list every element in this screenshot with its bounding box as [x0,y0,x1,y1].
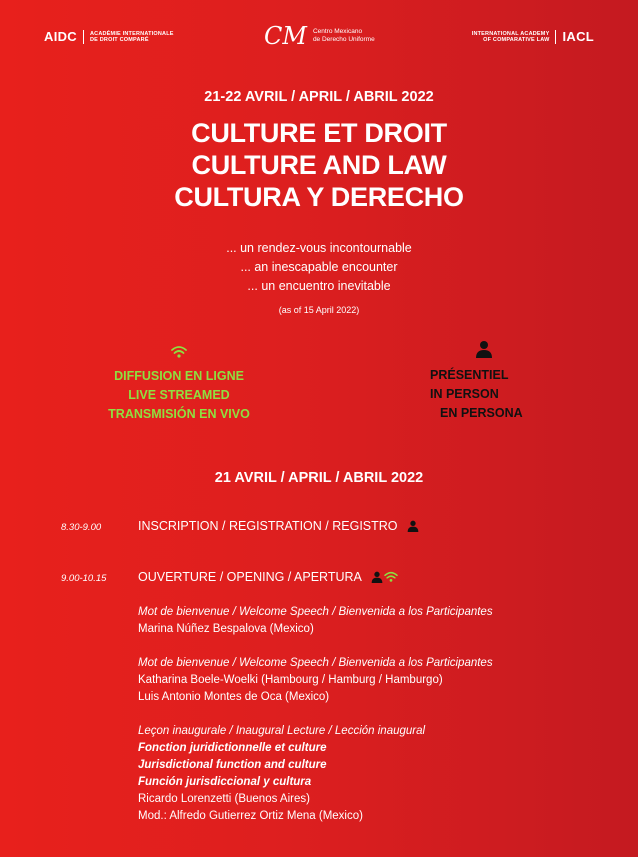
tagline-french: ... un rendez-vous incontournable [226,241,412,255]
cmdu-name [313,28,375,44]
as-of-date: (as of 15 April 2022) [278,305,360,315]
session-title [138,570,398,584]
speaker-name: Luis Antonio Montes de Oca (Mexico) [138,691,330,703]
cmdu-monogram: CM [264,22,307,50]
online-label-english: LIVE STREAMED [128,388,230,402]
registration-title: INSCRIPTION / REGISTRATION / REGISTRO [138,519,398,533]
in-person-label-english: IN PERSON [430,387,499,401]
lecture-title-french: Fonction juridictionnelle et culture [138,742,327,754]
welcome-speech-label: Mot de bienvenue / Welcome Speech / Bienvenida a los Participantes [138,606,493,618]
aidc-logo-text: AIDC [44,29,77,44]
cmdu-name-line-2: de Derecho Uniforme [312,36,375,43]
in-person-label-spanish: EN PERSONA [440,406,523,420]
person-icon [430,340,540,366]
iacl-logo-text: IACL [562,29,594,44]
online-label-spanish: TRANSMISIÓN EN VIVO [108,407,250,421]
tagline [0,239,638,296]
session-time: 9.00-10.15 [61,573,107,584]
title-english: CULTURE AND LAW [191,150,447,180]
online-label-french: DIFFUSION EN LIGNE [114,369,244,383]
inaugural-lecture-label: Leçon inaugurale / Inaugural Lecture / Lección inaugural [138,725,426,737]
logo-divider [83,30,84,44]
speaker-name: Ricardo Lorenzetti (Buenos Aires) [138,793,310,805]
event-dates: 21-22 AVRIL / APRIL / ABRIL 2022 [204,89,434,105]
hybrid-icons [371,571,398,583]
speaker-name: Marina Núñez Bespalova (Mexico) [138,623,314,635]
in-person-label-french: PRÉSENTIEL [430,368,509,382]
wifi-icon [104,345,254,367]
lecture-title-spanish: Función jurisdiccional y cultura [138,776,312,788]
iacl-name-line-1: INTERNATIONAL ACADEMY [471,30,550,37]
aidc-full-name [90,31,174,43]
online-mode-legend [104,345,254,424]
tagline-spanish: ... un encuentro inevitable [247,279,391,293]
cmdu-name-line-1: Centro Mexicano [312,28,363,35]
event-title [0,117,638,213]
speaker-name: Katharina Boele-Woelki (Hambourg / Hamburg / Hamburgo) [138,674,443,686]
wifi-icon [384,571,398,583]
session-title [138,519,419,533]
person-icon [371,571,383,583]
title-spanish: CULTURA Y DERECHO [174,182,464,212]
iacl-logo [472,29,594,44]
cmdu-logo [264,24,375,48]
aidc-name-line-1: ACADÉMIE INTERNATIONALE [89,30,174,37]
iacl-full-name [472,31,550,43]
aidc-logo [44,29,174,44]
moderator-name: Mod.: Alfredo Gutierrez Ortiz Mena (Mexico) [138,810,363,822]
in-person-mode-legend [430,340,540,423]
person-icon [407,520,419,532]
iacl-name-line-2: OF COMPARATIVE LAW [483,36,550,43]
title-french: CULTURE ET DROIT [191,118,447,148]
logo-divider [555,30,556,44]
day-heading: 21 AVRIL / APRIL / ABRIL 2022 [214,470,424,486]
lecture-title-english: Jurisdictional function and culture [138,759,327,771]
tagline-english: ... an inescapable encounter [240,260,398,274]
welcome-speech-label: Mot de bienvenue / Welcome Speech / Bienvenida a los Participantes [138,657,493,669]
opening-title: OUVERTURE / OPENING / APERTURA [138,570,362,584]
aidc-name-line-2: DE DROIT COMPARÉ [89,36,149,43]
session-time: 8.30-9.00 [61,522,102,533]
